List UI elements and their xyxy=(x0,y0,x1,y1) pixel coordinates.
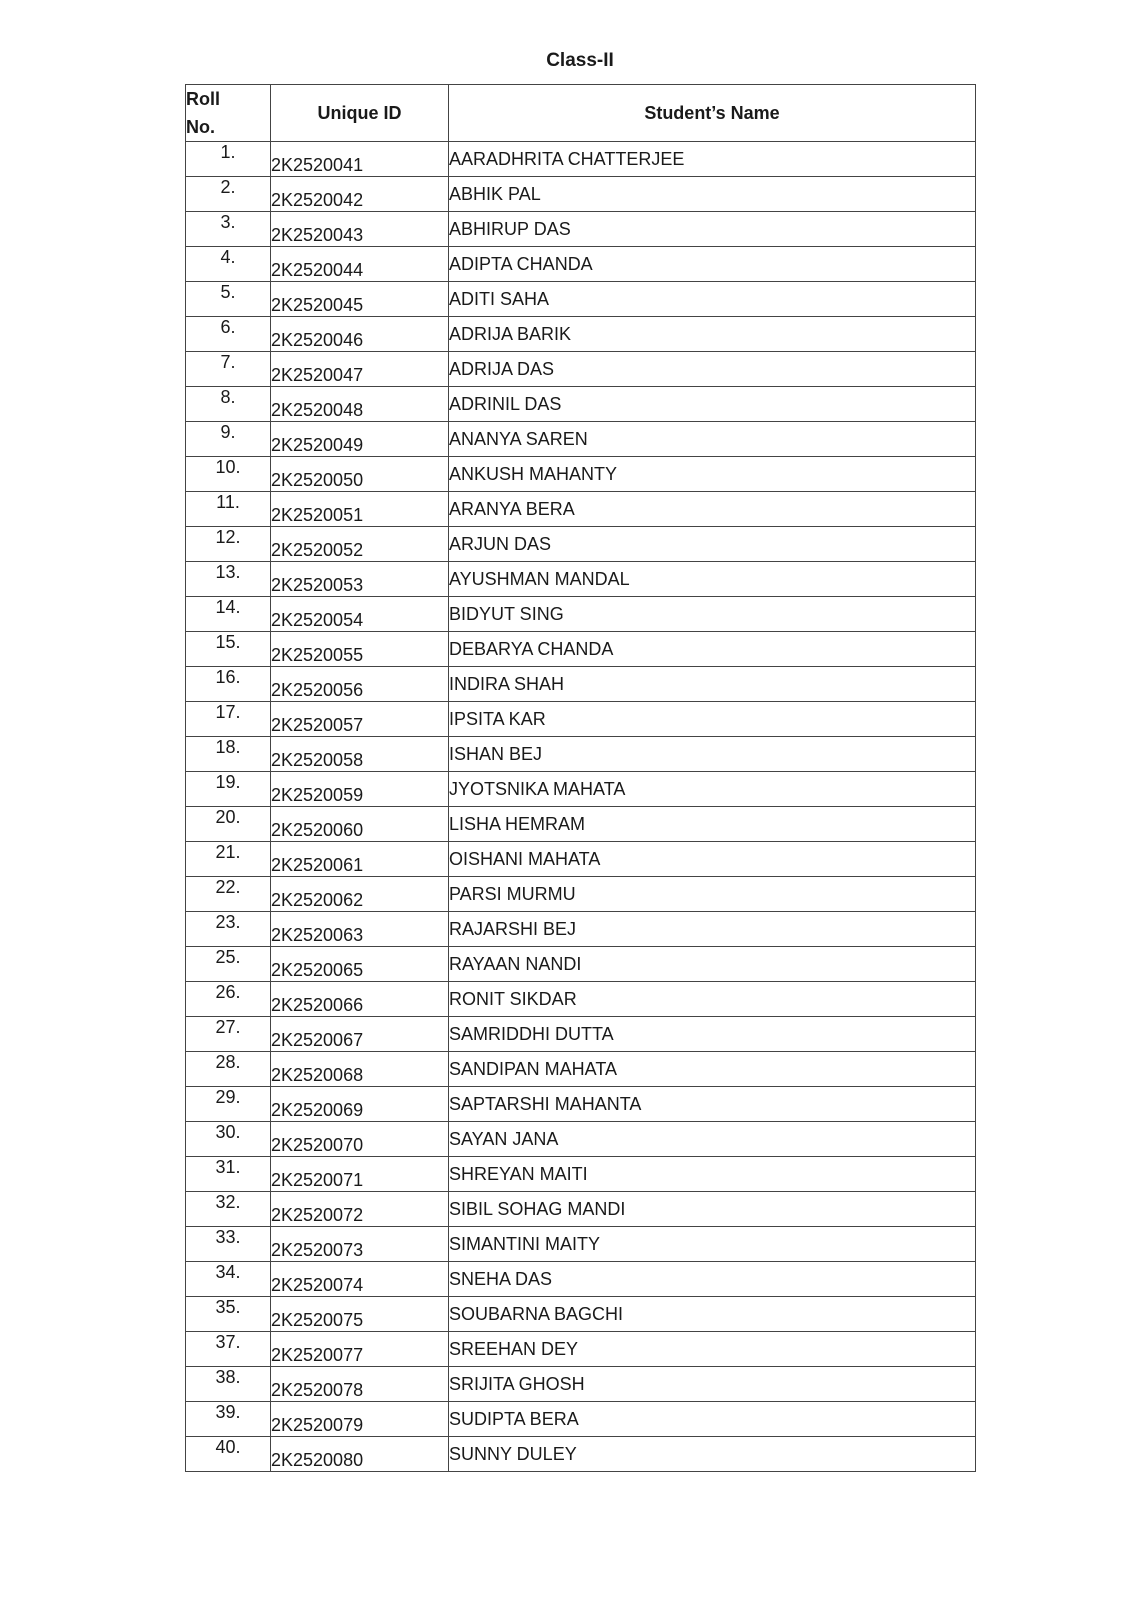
student-name-cell: SIMANTINI MAITY xyxy=(449,1227,976,1262)
table-row xyxy=(186,702,976,737)
unique-id-cell: 2K2520049 xyxy=(271,422,449,457)
table-row xyxy=(186,1402,976,1437)
student-name-cell: RAYAAN NANDI xyxy=(449,947,976,982)
unique-id-cell: 2K2520048 xyxy=(271,387,449,422)
student-name-cell: AYUSHMAN MANDAL xyxy=(449,562,976,597)
table-row xyxy=(186,597,976,632)
unique-id-cell: 2K2520062 xyxy=(271,877,449,912)
unique-id-cell: 2K2520055 xyxy=(271,632,449,667)
unique-id-cell: 2K2520067 xyxy=(271,1017,449,1052)
roll-number-cell: 4. xyxy=(186,247,271,282)
table-row xyxy=(186,317,976,352)
table-row xyxy=(186,282,976,317)
unique-id-cell: 2K2520068 xyxy=(271,1052,449,1087)
roll-number-cell: 16. xyxy=(186,667,271,702)
roll-number-cell: 8. xyxy=(186,387,271,422)
unique-id-cell: 2K2520073 xyxy=(271,1227,449,1262)
unique-id-cell: 2K2520075 xyxy=(271,1297,449,1332)
roll-number-cell: 20. xyxy=(186,807,271,842)
unique-id-cell: 2K2520079 xyxy=(271,1402,449,1437)
roll-number-cell: 23. xyxy=(186,912,271,947)
unique-id-cell: 2K2520070 xyxy=(271,1122,449,1157)
student-name-cell: SRIJITA GHOSH xyxy=(449,1367,976,1402)
unique-id-cell: 2K2520053 xyxy=(271,562,449,597)
table-row xyxy=(186,457,976,492)
roll-number-cell: 3. xyxy=(186,212,271,247)
student-name-cell: BIDYUT SING xyxy=(449,597,976,632)
student-name-cell: ADIPTA CHANDA xyxy=(449,247,976,282)
unique-id-cell: 2K2520080 xyxy=(271,1437,449,1472)
student-name-cell: SREEHAN DEY xyxy=(449,1332,976,1367)
table-row xyxy=(186,1262,976,1297)
student-name-cell: SHREYAN MAITI xyxy=(449,1157,976,1192)
roll-number-cell: 34. xyxy=(186,1262,271,1297)
roll-number-cell: 12. xyxy=(186,527,271,562)
table-row xyxy=(186,632,976,667)
roll-number-cell: 9. xyxy=(186,422,271,457)
student-name-cell: SNEHA DAS xyxy=(449,1262,976,1297)
student-name-cell: AARADHRITA CHATTERJEE xyxy=(449,142,976,177)
unique-id-cell: 2K2520072 xyxy=(271,1192,449,1227)
roll-number-cell: 28. xyxy=(186,1052,271,1087)
student-name-cell: JYOTSNIKA MAHATA xyxy=(449,772,976,807)
page-title: Class-II xyxy=(546,50,614,71)
roll-number-cell: 17. xyxy=(186,702,271,737)
table-row xyxy=(186,1157,976,1192)
roll-number-cell: 1. xyxy=(186,142,271,177)
unique-id-cell: 2K2520047 xyxy=(271,352,449,387)
table-row xyxy=(186,212,976,247)
table-row xyxy=(186,422,976,457)
student-name-cell: ARANYA BERA xyxy=(449,492,976,527)
roll-number-cell: 40. xyxy=(186,1437,271,1472)
student-name-cell: INDIRA SHAH xyxy=(449,667,976,702)
student-name-cell: SUDIPTA BERA xyxy=(449,1402,976,1437)
unique-id-cell: 2K2520058 xyxy=(271,737,449,772)
unique-id-cell: 2K2520063 xyxy=(271,912,449,947)
roll-header-line1: Roll xyxy=(186,89,220,109)
unique-id-cell: 2K2520043 xyxy=(271,212,449,247)
student-name-cell: ARJUN DAS xyxy=(449,527,976,562)
student-name-cell: ADITI SAHA xyxy=(449,282,976,317)
student-name-cell: SIBIL SOHAG MANDI xyxy=(449,1192,976,1227)
roll-number-cell: 35. xyxy=(186,1297,271,1332)
table-header-row xyxy=(186,85,976,142)
table-row xyxy=(186,492,976,527)
roll-number-cell: 31. xyxy=(186,1157,271,1192)
unique-id-cell: 2K2520078 xyxy=(271,1367,449,1402)
table-row xyxy=(186,1227,976,1262)
unique-id-cell: 2K2520046 xyxy=(271,317,449,352)
unique-id-cell: 2K2520071 xyxy=(271,1157,449,1192)
student-name-cell: SAPTARSHI MAHANTA xyxy=(449,1087,976,1122)
unique-id-cell: 2K2520065 xyxy=(271,947,449,982)
unique-id-cell: 2K2520056 xyxy=(271,667,449,702)
table-row xyxy=(186,1122,976,1157)
unique-id-cell: 2K2520054 xyxy=(271,597,449,632)
unique-id-cell: 2K2520074 xyxy=(271,1262,449,1297)
roll-number-cell: 25. xyxy=(186,947,271,982)
roll-number-cell: 19. xyxy=(186,772,271,807)
student-name-cell: ADRIJA BARIK xyxy=(449,317,976,352)
table-row xyxy=(186,1332,976,1367)
table-row xyxy=(186,1192,976,1227)
unique-id-cell: 2K2520066 xyxy=(271,982,449,1017)
unique-id-cell: 2K2520045 xyxy=(271,282,449,317)
table-row xyxy=(186,1367,976,1402)
table-row xyxy=(186,842,976,877)
column-header-unique-id: Unique ID xyxy=(271,85,449,142)
table-row xyxy=(186,1052,976,1087)
roll-number-cell: 18. xyxy=(186,737,271,772)
unique-id-cell: 2K2520061 xyxy=(271,842,449,877)
table-row xyxy=(186,877,976,912)
unique-id-cell: 2K2520042 xyxy=(271,177,449,212)
roll-number-cell: 33. xyxy=(186,1227,271,1262)
unique-id-cell: 2K2520059 xyxy=(271,772,449,807)
roll-header-line2: No. xyxy=(186,117,215,137)
student-name-cell: IPSITA KAR xyxy=(449,702,976,737)
table-row xyxy=(186,667,976,702)
unique-id-cell: 2K2520041 xyxy=(271,142,449,177)
student-name-cell: PARSI MURMU xyxy=(449,877,976,912)
unique-id-cell: 2K2520051 xyxy=(271,492,449,527)
table-row xyxy=(186,1017,976,1052)
student-name-cell: SOUBARNA BAGCHI xyxy=(449,1297,976,1332)
roll-number-cell: 32. xyxy=(186,1192,271,1227)
table-row xyxy=(186,562,976,597)
table-body xyxy=(186,142,976,1472)
unique-id-cell: 2K2520057 xyxy=(271,702,449,737)
roll-number-cell: 11. xyxy=(186,492,271,527)
student-name-cell: ABHIK PAL xyxy=(449,177,976,212)
column-header-student-name: Student’s Name xyxy=(449,85,976,142)
table-row xyxy=(186,737,976,772)
student-name-cell: SAYAN JANA xyxy=(449,1122,976,1157)
student-name-cell: LISHA HEMRAM xyxy=(449,807,976,842)
student-name-cell: RAJARSHI BEJ xyxy=(449,912,976,947)
roll-number-cell: 21. xyxy=(186,842,271,877)
roll-number-cell: 38. xyxy=(186,1367,271,1402)
table-row xyxy=(186,527,976,562)
roll-number-cell: 14. xyxy=(186,597,271,632)
roll-number-cell: 15. xyxy=(186,632,271,667)
table-row xyxy=(186,807,976,842)
roll-number-cell: 5. xyxy=(186,282,271,317)
roll-number-cell: 7. xyxy=(186,352,271,387)
roll-number-cell: 39. xyxy=(186,1402,271,1437)
roll-number-cell: 30. xyxy=(186,1122,271,1157)
table-row xyxy=(186,912,976,947)
roll-number-cell: 2. xyxy=(186,177,271,212)
table-row xyxy=(186,142,976,177)
unique-id-cell: 2K2520077 xyxy=(271,1332,449,1367)
table-row xyxy=(186,1297,976,1332)
student-table xyxy=(185,84,976,1472)
student-name-cell: OISHANI MAHATA xyxy=(449,842,976,877)
student-name-cell: SAMRIDDHI DUTTA xyxy=(449,1017,976,1052)
table-row xyxy=(186,177,976,212)
student-name-cell: ADRINIL DAS xyxy=(449,387,976,422)
table-row xyxy=(186,1437,976,1472)
table-row xyxy=(186,247,976,282)
roll-number-cell: 13. xyxy=(186,562,271,597)
unique-id-cell: 2K2520069 xyxy=(271,1087,449,1122)
student-name-cell: RONIT SIKDAR xyxy=(449,982,976,1017)
unique-id-cell: 2K2520050 xyxy=(271,457,449,492)
unique-id-cell: 2K2520044 xyxy=(271,247,449,282)
student-name-cell: ANKUSH MAHANTY xyxy=(449,457,976,492)
student-name-cell: ABHIRUP DAS xyxy=(449,212,976,247)
roll-number-cell: 10. xyxy=(186,457,271,492)
unique-id-cell: 2K2520060 xyxy=(271,807,449,842)
column-header-roll-no xyxy=(186,85,271,142)
roll-number-cell: 29. xyxy=(186,1087,271,1122)
student-name-cell: SANDIPAN MAHATA xyxy=(449,1052,976,1087)
table-row xyxy=(186,1087,976,1122)
unique-id-cell: 2K2520052 xyxy=(271,527,449,562)
student-name-cell: ADRIJA DAS xyxy=(449,352,976,387)
roll-number-cell: 22. xyxy=(186,877,271,912)
table-row xyxy=(186,772,976,807)
table-row xyxy=(186,947,976,982)
roll-number-cell: 27. xyxy=(186,1017,271,1052)
table-row xyxy=(186,352,976,387)
roll-number-cell: 6. xyxy=(186,317,271,352)
roll-number-cell: 37. xyxy=(186,1332,271,1367)
table-row xyxy=(186,982,976,1017)
table-row xyxy=(186,387,976,422)
student-name-cell: ISHAN BEJ xyxy=(449,737,976,772)
student-name-cell: DEBARYA CHANDA xyxy=(449,632,976,667)
student-name-cell: ANANYA SAREN xyxy=(449,422,976,457)
roll-number-cell: 26. xyxy=(186,982,271,1017)
student-name-cell: SUNNY DULEY xyxy=(449,1437,976,1472)
